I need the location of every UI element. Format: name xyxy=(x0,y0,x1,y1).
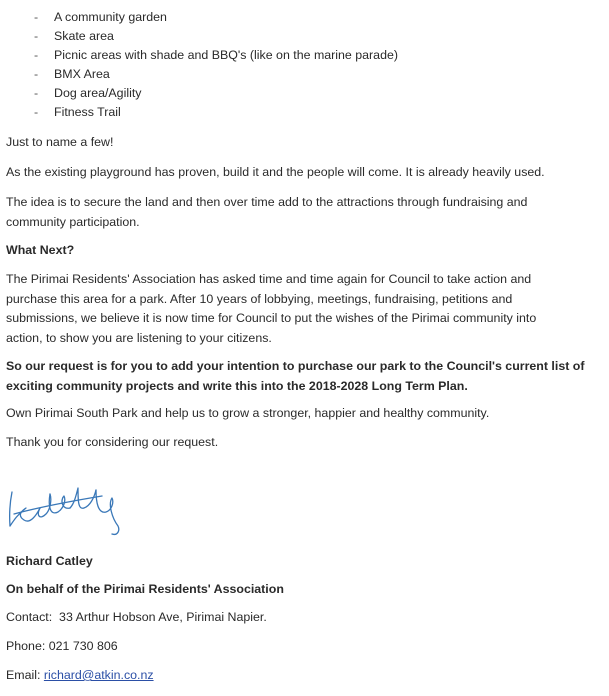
list-item: - A community garden xyxy=(6,8,398,27)
idea-paragraph: The idea is to secure the land and then over time add to the attractions through fundraising and community participation. xyxy=(6,195,528,229)
bullet-dash: - xyxy=(34,10,39,24)
email-line xyxy=(6,666,602,686)
signer-name: Richard Catley xyxy=(6,554,93,568)
phone-number: 021 730 806 xyxy=(48,639,118,653)
just-to-name-text: Just to name a few! xyxy=(6,135,114,149)
own-park-paragraph: Own Pirimai South Park and help us to grow a stronger, happier and healthy community. xyxy=(6,406,490,420)
request-paragraph: So our request is for you to add your intention to purchase our park to the Council's current list of exciting community projects and write this into the 2018-2028 Long Term Plan. xyxy=(6,359,585,393)
bullet-dash: - xyxy=(34,86,39,100)
phone-label: Phone: xyxy=(6,639,46,653)
bullet-dash: - xyxy=(34,105,39,119)
contact-label: Contact: xyxy=(6,610,53,624)
list-item: - Skate area xyxy=(6,27,398,46)
what-next-heading: What Next? xyxy=(6,243,75,257)
handwritten-signature xyxy=(6,478,146,538)
email-link[interactable]: richard@atkin.co.nz xyxy=(43,668,154,682)
bullet-dash: - xyxy=(34,67,39,81)
list-item: - Fitness Trail xyxy=(6,103,398,122)
thanks-text: Thank you for considering our request. xyxy=(6,435,219,449)
list-item: - BMX Area xyxy=(6,65,398,84)
list-item: - Dog area/Agility xyxy=(6,84,398,103)
on-behalf-line: On behalf of the Pirimai Residents' Association xyxy=(6,582,284,596)
playground-paragraph: As the existing playground has proven, build it and the people will come. It is already heavily used. xyxy=(6,165,545,179)
bullet-dash: - xyxy=(34,48,39,62)
contact-line xyxy=(6,608,602,628)
phone-line xyxy=(6,637,602,657)
list-item: - Picnic areas with shade and BBQ's (like on the marine parade) xyxy=(6,46,398,65)
email-label: Email: xyxy=(6,668,41,682)
contact-address: 33 Arthur Hobson Ave, Pirimai Napier. xyxy=(59,610,267,624)
bullet-dash: - xyxy=(34,29,39,43)
association-paragraph: The Pirimai Residents' Association has asked time and time again for Council to take action and purchase this area for a park. After 10 years of lobbying, meetings, fundraising, petitions and submissions, we believe it is now time for Council to put the wishes of the Pirimai community into action, to show you are listening to your citizens. xyxy=(6,272,537,345)
attractions-list xyxy=(6,8,398,122)
